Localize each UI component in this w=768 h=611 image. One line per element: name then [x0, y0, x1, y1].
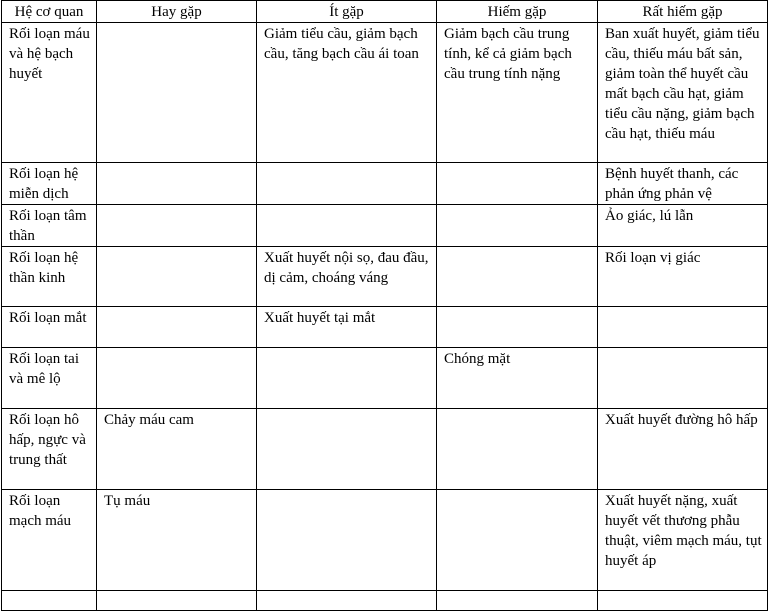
table-row [2, 409, 768, 490]
cell-common [97, 591, 257, 611]
cell-rare [437, 205, 598, 247]
cell-organ: Rối loạn máu và hệ bạch huyết [2, 23, 97, 163]
cell-rare: Giảm bạch cầu trung tính, kể cả giảm bạch cầu trung tính nặng [437, 23, 598, 163]
cell-very-rare: Ảo giác, lú lẫn [598, 205, 768, 247]
table-header-row [2, 1, 768, 23]
cell-very-rare: Rối loạn vị giác [598, 247, 768, 307]
cell-very-rare [598, 348, 768, 409]
cell-very-rare [598, 307, 768, 348]
cell-uncommon [257, 591, 437, 611]
table-row [2, 23, 768, 163]
cell-common [97, 205, 257, 247]
cell-uncommon [257, 348, 437, 409]
cell-very-rare [598, 591, 768, 611]
cell-uncommon [257, 409, 437, 490]
table-row [2, 348, 768, 409]
cell-common [97, 23, 257, 163]
header-rare: Hiếm gặp [437, 1, 598, 23]
header-very-rare: Rất hiếm gặp [598, 1, 768, 23]
table-row [2, 163, 768, 205]
cell-organ: Rối loạn hô hấp, ngực và trung thất [2, 409, 97, 490]
cell-common [97, 348, 257, 409]
table-row [2, 591, 768, 611]
cell-rare [437, 247, 598, 307]
table-row [2, 490, 768, 591]
cell-organ: Rối loạn tâm thần [2, 205, 97, 247]
header-organ-system: Hệ cơ quan [2, 1, 97, 23]
cell-rare: Chóng mặt [437, 348, 598, 409]
cell-very-rare: Bệnh huyết thanh, các phản ứng phản vệ [598, 163, 768, 205]
cell-very-rare: Xuất huyết đường hô hấp [598, 409, 768, 490]
cell-common [97, 307, 257, 348]
cell-rare [437, 409, 598, 490]
cell-common: Chảy máu cam [97, 409, 257, 490]
cell-organ [2, 591, 97, 611]
cell-common [97, 163, 257, 205]
cell-very-rare: Xuất huyết nặng, xuất huyết vết thương phẫu thuật, viêm mạch máu, tụt huyết áp [598, 490, 768, 591]
cell-uncommon [257, 163, 437, 205]
adverse-reactions-table [1, 0, 768, 611]
cell-uncommon: Giảm tiểu cầu, giảm bạch cầu, tăng bạch cầu ái toan [257, 23, 437, 163]
cell-organ: Rối loạn mắt [2, 307, 97, 348]
cell-uncommon: Xuất huyết nội sọ, đau đầu, dị cảm, choáng váng [257, 247, 437, 307]
cell-rare [437, 163, 598, 205]
cell-very-rare: Ban xuất huyết, giảm tiểu cầu, thiếu máu bất sản, giảm toàn thể huyết cầu mất bạch cầu hạt, giảm tiểu cầu nặng, giảm bạch cầu hạt, thiếu máu [598, 23, 768, 163]
cell-organ: Rối loạn hệ thần kinh [2, 247, 97, 307]
cell-organ: Rối loạn hệ miễn dịch [2, 163, 97, 205]
table-row [2, 247, 768, 307]
cell-uncommon [257, 490, 437, 591]
cell-rare [437, 307, 598, 348]
cell-rare [437, 490, 598, 591]
cell-uncommon: Xuất huyết tại mắt [257, 307, 437, 348]
cell-organ: Rối loạn tai và mê lộ [2, 348, 97, 409]
header-uncommon: Ít gặp [257, 1, 437, 23]
header-common: Hay gặp [97, 1, 257, 23]
cell-common: Tụ máu [97, 490, 257, 591]
cell-rare [437, 591, 598, 611]
table-row [2, 307, 768, 348]
table-row [2, 205, 768, 247]
cell-organ: Rối loạn mạch máu [2, 490, 97, 591]
cell-common [97, 247, 257, 307]
cell-uncommon [257, 205, 437, 247]
